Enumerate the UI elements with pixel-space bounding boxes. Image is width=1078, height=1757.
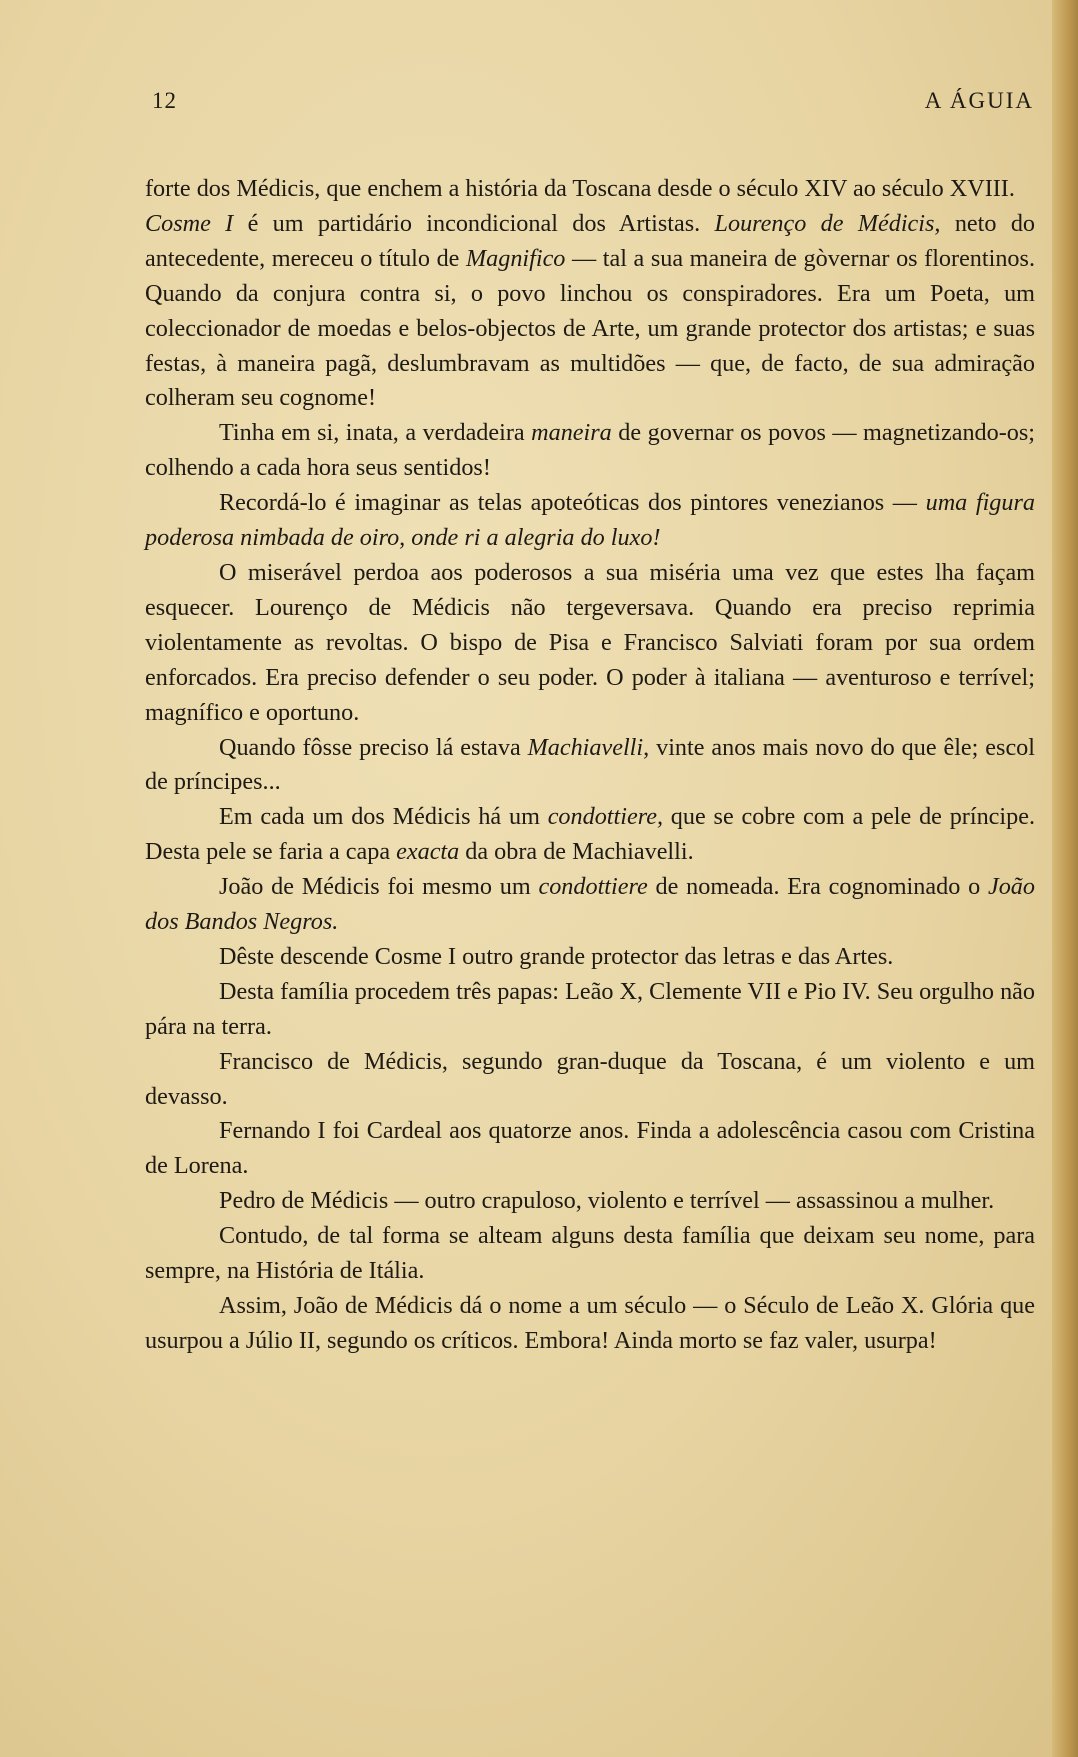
paragraph <box>145 1114 1035 1184</box>
paragraph <box>145 940 1035 975</box>
italic-name: Machiavelli, <box>527 733 650 761</box>
paragraph <box>145 1219 1035 1289</box>
paragraph <box>145 207 1035 416</box>
running-title: A ÁGUIA <box>924 88 1034 113</box>
text-run: Tinha em si, inata, a verdadeira <box>219 419 532 447</box>
paragraph <box>145 172 1035 207</box>
text-run: O miserável perdoa aos poderosos a sua miséria uma vez que estes lha façam esquecer. Lourenço de Médicis não tergeversava. Quando era preciso reprimia violentamente as revoltas. O bispo de Pisa e Francisco Salviati foram por sua ordem enforcados. Era preciso defender o seu poder. O poder à italiana — aventuroso e terrível; magnífico e oportuno. <box>145 558 1035 726</box>
text-run: vinte anos mais novo do que êle; escol de príncipes... <box>145 733 1035 796</box>
text-run: neto do antecedente, mereceu o título de <box>145 209 1035 272</box>
paragraph <box>145 1045 1035 1115</box>
paragraph <box>145 486 1035 556</box>
text-run: Fernando I foi Cardeal aos quatorze anos. Finda a adolescência casou com Cristina de Lorena. <box>145 1117 1035 1180</box>
text-run: é um partidário incondicional dos Artistas. <box>233 209 715 237</box>
text-run: Pedro de Médicis — outro crapuloso, violento e terrível — assassinou a mulher. <box>219 1187 995 1215</box>
text-run: João de Médicis foi mesmo um <box>219 873 539 901</box>
italic-name: João dos Bandos Negros. <box>145 873 1035 936</box>
text-run: da obra de Machiavelli. <box>459 838 694 866</box>
paragraph <box>145 800 1035 870</box>
body-text <box>145 172 1035 1359</box>
text-run: Quando fôsse preciso lá estava <box>219 733 528 761</box>
text-run: de governar os povos — magnetizando-os; colhendo a cada hora seus sentidos! <box>145 419 1036 482</box>
page-number: 12 <box>152 88 177 113</box>
paragraph <box>145 1184 1035 1219</box>
text-run: Recordá-lo é imaginar as telas apoteóticas dos pintores venezianos — <box>219 489 926 517</box>
text-run: Francisco de Médicis, segundo gran-duque da Toscana, é um violento e um devasso. <box>145 1047 1035 1110</box>
italic-phrase: uma figura poderosa nimbada de oiro, onde ri a alegria do luxo! <box>145 489 1035 552</box>
text-run: Dêste descende Cosme I outro grande protector das letras e das Artes. <box>219 942 894 970</box>
italic-word: exacta <box>396 838 460 866</box>
paragraph <box>145 1289 1035 1359</box>
page-edge <box>1052 0 1078 1757</box>
italic-name: Lourenço de Médicis, <box>714 209 941 237</box>
paragraph <box>145 556 1035 731</box>
italic-name: Cosme I <box>145 209 234 237</box>
paragraph <box>145 870 1035 940</box>
italic-word: condottiere <box>538 873 648 901</box>
text-run: Em cada um dos Médicis há um <box>219 803 548 831</box>
text-run: que se cobre com a pele de príncipe. Desta pele se faria a capa <box>145 803 1035 866</box>
text-run: Assim, João de Médicis dá o nome a um século — o Século de Leão X. Glória que usurpou a Júlio II, segundo os críticos. Embora! Ainda morto se faz valer, usurpa! <box>145 1292 1035 1354</box>
text-run: de nomeada. Era cognominado o <box>647 873 988 901</box>
text-run: Contudo, de tal forma se alteam alguns desta família que deixam seu nome, para sempre, na História de Itália. <box>145 1222 1035 1285</box>
text-run: Desta família procedem três papas: Leão X, Clemente VII e Pio IV. Seu orgulho não pára na terra. <box>145 977 1035 1040</box>
paragraph <box>145 975 1035 1045</box>
text-run: forte dos Médicis, que enchem a história da Toscana desde o século XIV ao século XVIII. <box>145 175 1015 202</box>
italic-word: maneira <box>531 419 612 447</box>
italic-word: condottiere, <box>547 803 663 831</box>
text-run: — tal a sua maneira de gòvernar os florentinos. Quando da conjura contra si, o povo linchou os conspiradores. Era um Poeta, um coleccionador de moedas e belos-objectos de Arte, um grande protector dos artistas; e suas festas, à maneira pagã, deslumbravam as multidões — que, de facto, de sua admiração colheram seu cognome! <box>145 244 1035 412</box>
paragraph <box>145 416 1035 486</box>
italic-word: Magnifico <box>465 244 566 272</box>
paragraph <box>145 731 1035 801</box>
page-header <box>152 88 1034 122</box>
